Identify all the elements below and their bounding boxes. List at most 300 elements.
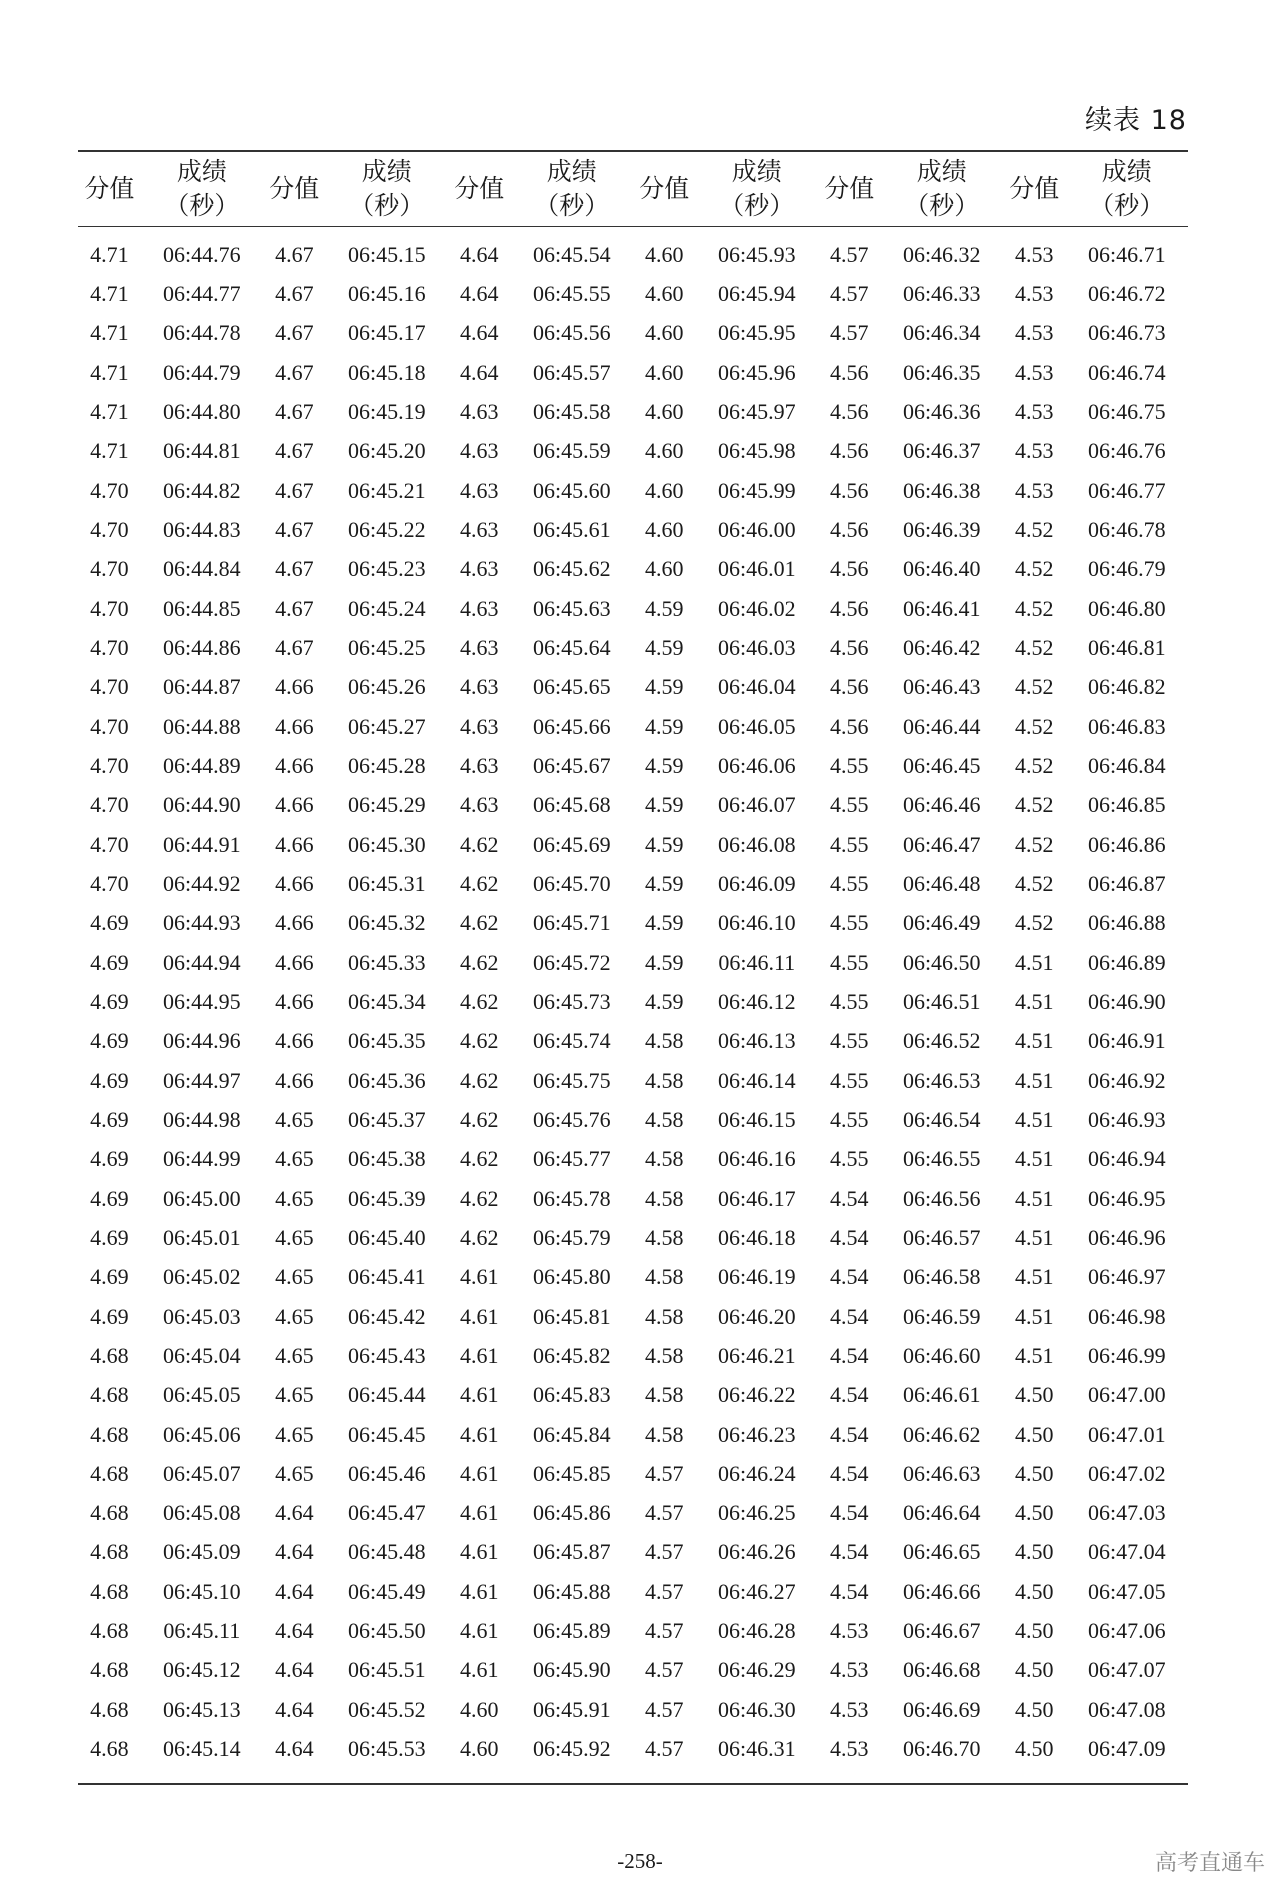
score-cell: 4.57	[645, 1657, 684, 1683]
score-cell: 4.54	[830, 1500, 869, 1526]
result-cell: 06:45.96	[717, 359, 796, 385]
score-cell: 4.71	[90, 280, 129, 306]
page-number: -258-	[617, 1849, 663, 1873]
score-cell: 4.50	[1015, 1657, 1054, 1683]
score-cell: 4.64	[460, 320, 499, 346]
score-cell: 4.58	[645, 1146, 684, 1172]
result-cell: 06:45.19	[347, 398, 426, 424]
result-cell: 06:46.86	[1087, 831, 1166, 857]
result-cell: 06:45.06	[163, 1421, 241, 1447]
result-cell: 06:46.17	[717, 1185, 796, 1211]
result-cell: 06:45.71	[532, 910, 611, 936]
result-cell: 06:45.49	[347, 1578, 426, 1604]
result-cell: 06:46.51	[902, 988, 981, 1014]
result-cell: 06:44.88	[163, 713, 241, 739]
result-cell: 06:45.21	[347, 477, 426, 503]
score-cell: 4.50	[1015, 1578, 1054, 1604]
score-cell: 4.58	[645, 1342, 684, 1368]
result-cell: 06:46.55	[902, 1146, 981, 1172]
score-cell: 4.70	[90, 752, 129, 778]
table-row	[78, 1533, 1188, 1572]
table-row	[78, 1258, 1188, 1297]
result-cell: 06:46.90	[1087, 988, 1166, 1014]
result-cell: 06:46.61	[902, 1382, 981, 1408]
result-cell: 06:45.68	[532, 792, 611, 818]
result-cell: 06:45.07	[163, 1460, 241, 1486]
score-cell: 4.71	[90, 320, 129, 346]
score-cell: 4.66	[275, 831, 314, 857]
score-cell: 4.64	[275, 1618, 314, 1644]
result-cell: 06:46.75	[1087, 398, 1166, 424]
result-cell: 06:46.19	[717, 1264, 796, 1290]
score-cell: 4.68	[90, 1421, 129, 1447]
score-cell: 4.51	[1015, 1342, 1054, 1368]
result-cell: 06:46.66	[902, 1578, 981, 1604]
score-cell: 4.60	[460, 1696, 499, 1722]
score-cell: 4.52	[1015, 713, 1054, 739]
result-cell: 06:45.30	[347, 831, 426, 857]
result-cell: 06:46.68	[902, 1657, 981, 1683]
score-cell: 4.59	[645, 988, 684, 1014]
score-cell: 4.66	[275, 674, 314, 700]
result-cell: 06:44.76	[163, 241, 241, 267]
score-cell: 4.65	[275, 1264, 314, 1290]
result-cell: 06:45.84	[532, 1421, 611, 1447]
score-cell: 4.52	[1015, 870, 1054, 896]
result-cell: 06:46.10	[717, 910, 796, 936]
result-cell: 06:46.87	[1087, 870, 1166, 896]
result-cell: 06:44.84	[163, 556, 241, 582]
header-result-6	[1066, 152, 1188, 227]
score-cell: 4.55	[830, 949, 869, 975]
table-row	[78, 1061, 1188, 1100]
score-cell: 4.67	[275, 320, 314, 346]
score-cell: 4.56	[830, 398, 869, 424]
result-cell: 06:45.09	[163, 1539, 241, 1565]
score-cell: 4.64	[460, 359, 499, 385]
result-cell: 06:45.28	[347, 752, 426, 778]
table-row	[78, 1651, 1188, 1690]
result-cell: 06:46.59	[902, 1303, 981, 1329]
score-cell: 4.56	[830, 595, 869, 621]
score-cell: 4.55	[830, 1067, 869, 1093]
table-row	[78, 1729, 1188, 1782]
table-row	[78, 1140, 1188, 1179]
header-result-unit: （秒）	[534, 191, 610, 220]
header-result-label: 成绩	[546, 157, 597, 186]
result-cell: 06:45.92	[532, 1736, 611, 1762]
table-row	[78, 353, 1188, 392]
score-cell: 4.63	[460, 556, 499, 582]
score-cell: 4.69	[90, 910, 129, 936]
header-result-unit: （秒）	[904, 191, 980, 220]
result-cell: 06:45.16	[347, 280, 426, 306]
score-cell: 4.59	[645, 595, 684, 621]
score-cell: 4.67	[275, 280, 314, 306]
result-cell: 06:45.94	[717, 280, 796, 306]
result-cell: 06:46.08	[717, 831, 796, 857]
header-result-5	[881, 152, 1003, 227]
result-cell: 06:45.45	[347, 1421, 426, 1447]
score-cell: 4.58	[645, 1106, 684, 1132]
score-cell: 4.65	[275, 1224, 314, 1250]
result-cell: 06:46.89	[1087, 949, 1166, 975]
score-cell: 4.70	[90, 792, 129, 818]
result-cell: 06:46.21	[717, 1342, 796, 1368]
score-cell: 4.60	[460, 1736, 499, 1762]
score-cell: 4.51	[1015, 1146, 1054, 1172]
score-cell: 4.53	[1015, 359, 1054, 385]
score-cell: 4.56	[830, 516, 869, 542]
table-row	[78, 904, 1188, 943]
result-cell: 06:44.89	[163, 752, 241, 778]
result-cell: 06:46.95	[1087, 1185, 1166, 1211]
score-cell: 4.59	[645, 831, 684, 857]
result-cell: 06:46.46	[902, 792, 981, 818]
score-cell: 4.63	[460, 516, 499, 542]
result-cell: 06:46.40	[902, 556, 981, 582]
score-cell: 4.65	[275, 1185, 314, 1211]
result-cell: 06:45.26	[347, 674, 426, 700]
result-cell: 06:45.54	[532, 241, 611, 267]
table-row	[78, 864, 1188, 903]
score-cell: 4.70	[90, 713, 129, 739]
score-cell: 4.55	[830, 870, 869, 896]
score-cell: 4.63	[460, 634, 499, 660]
result-cell: 06:46.23	[717, 1421, 796, 1447]
result-cell: 06:46.20	[717, 1303, 796, 1329]
result-cell: 06:45.25	[347, 634, 426, 660]
result-cell: 06:45.73	[532, 988, 611, 1014]
score-cell: 4.65	[275, 1146, 314, 1172]
score-cell: 4.66	[275, 910, 314, 936]
result-cell: 06:46.45	[902, 752, 981, 778]
result-cell: 06:45.05	[163, 1382, 241, 1408]
result-cell: 06:45.42	[347, 1303, 426, 1329]
score-table	[78, 152, 1188, 1783]
score-cell: 4.55	[830, 988, 869, 1014]
result-cell: 06:44.79	[163, 359, 241, 385]
result-cell: 06:46.74	[1087, 359, 1166, 385]
result-cell: 06:45.02	[163, 1264, 241, 1290]
score-cell: 4.66	[275, 988, 314, 1014]
result-cell: 06:47.05	[1087, 1578, 1166, 1604]
score-cell: 4.68	[90, 1618, 129, 1644]
score-cell: 4.57	[645, 1578, 684, 1604]
score-cell: 4.64	[275, 1696, 314, 1722]
score-cell: 4.57	[830, 280, 869, 306]
result-cell: 06:47.07	[1087, 1657, 1166, 1683]
score-cell: 4.64	[460, 280, 499, 306]
result-cell: 06:45.85	[532, 1460, 611, 1486]
result-cell: 06:46.70	[902, 1736, 981, 1762]
score-cell: 4.51	[1015, 1028, 1054, 1054]
result-cell: 06:46.29	[717, 1657, 796, 1683]
result-cell: 06:45.23	[347, 556, 426, 582]
table-row	[78, 1690, 1188, 1729]
score-cell: 4.71	[90, 359, 129, 385]
result-cell: 06:45.32	[347, 910, 426, 936]
result-cell: 06:46.53	[902, 1067, 981, 1093]
result-cell: 06:45.66	[532, 713, 611, 739]
score-cell: 4.67	[275, 477, 314, 503]
score-cell: 4.51	[1015, 1303, 1054, 1329]
result-cell: 06:45.13	[163, 1696, 241, 1722]
result-cell: 06:45.81	[532, 1303, 611, 1329]
result-cell: 06:45.97	[717, 398, 796, 424]
score-cell: 4.63	[460, 477, 499, 503]
result-cell: 06:46.81	[1087, 634, 1166, 660]
score-cell: 4.66	[275, 1067, 314, 1093]
result-cell: 06:44.78	[163, 320, 241, 346]
score-table-container	[78, 150, 1188, 1785]
result-cell: 06:46.32	[902, 241, 981, 267]
table-row	[78, 227, 1188, 275]
result-cell: 06:46.28	[717, 1618, 796, 1644]
table-row	[78, 707, 1188, 746]
result-cell: 06:45.67	[532, 752, 611, 778]
score-cell: 4.54	[830, 1460, 869, 1486]
result-cell: 06:44.98	[163, 1106, 241, 1132]
result-cell: 06:46.39	[902, 516, 981, 542]
result-cell: 06:45.44	[347, 1382, 426, 1408]
score-cell: 4.61	[460, 1578, 499, 1604]
score-cell: 4.51	[1015, 988, 1054, 1014]
result-cell: 06:45.65	[532, 674, 611, 700]
result-cell: 06:46.83	[1087, 713, 1166, 739]
score-cell: 4.61	[460, 1303, 499, 1329]
score-cell: 4.62	[460, 1146, 499, 1172]
score-cell: 4.61	[460, 1342, 499, 1368]
score-cell: 4.50	[1015, 1539, 1054, 1565]
result-cell: 06:46.06	[717, 752, 796, 778]
header-result-label: 成绩	[916, 157, 967, 186]
score-cell: 4.69	[90, 1264, 129, 1290]
result-cell: 06:45.62	[532, 556, 611, 582]
score-cell: 4.64	[275, 1500, 314, 1526]
result-cell: 06:45.95	[717, 320, 796, 346]
score-cell: 4.59	[645, 752, 684, 778]
score-cell: 4.63	[460, 595, 499, 621]
header-result-4	[696, 152, 818, 227]
score-cell: 4.61	[460, 1382, 499, 1408]
score-cell: 4.62	[460, 870, 499, 896]
result-cell: 06:45.90	[532, 1657, 611, 1683]
result-cell: 06:45.69	[532, 831, 611, 857]
score-cell: 4.53	[830, 1657, 869, 1683]
score-cell: 4.69	[90, 1067, 129, 1093]
score-cell: 4.55	[830, 910, 869, 936]
result-cell: 06:45.46	[347, 1460, 426, 1486]
score-cell: 4.68	[90, 1657, 129, 1683]
score-cell: 4.52	[1015, 792, 1054, 818]
score-cell: 4.70	[90, 516, 129, 542]
score-cell: 4.55	[830, 1028, 869, 1054]
table-row	[78, 1494, 1188, 1533]
result-cell: 06:46.50	[902, 949, 981, 975]
result-cell: 06:46.69	[902, 1696, 981, 1722]
result-cell: 06:45.10	[163, 1578, 241, 1604]
result-cell: 06:46.98	[1087, 1303, 1166, 1329]
header-result-unit: （秒）	[719, 191, 795, 220]
header-score-3: 分值	[448, 152, 511, 227]
score-cell: 4.54	[830, 1421, 869, 1447]
score-cell: 4.68	[90, 1578, 129, 1604]
score-cell: 4.61	[460, 1421, 499, 1447]
score-cell: 4.50	[1015, 1736, 1054, 1762]
score-cell: 4.52	[1015, 831, 1054, 857]
score-cell: 4.54	[830, 1264, 869, 1290]
score-cell: 4.71	[90, 241, 129, 267]
result-cell: 06:44.90	[163, 792, 241, 818]
score-cell: 4.56	[830, 477, 869, 503]
score-cell: 4.52	[1015, 634, 1054, 660]
score-cell: 4.53	[1015, 241, 1054, 267]
result-cell: 06:45.82	[532, 1342, 611, 1368]
result-cell: 06:45.50	[347, 1618, 426, 1644]
result-cell: 06:46.38	[902, 477, 981, 503]
score-cell: 4.62	[460, 1067, 499, 1093]
score-cell: 4.61	[460, 1539, 499, 1565]
score-cell: 4.59	[645, 634, 684, 660]
score-cell: 4.70	[90, 634, 129, 660]
result-cell: 06:45.37	[347, 1106, 426, 1132]
result-cell: 06:46.37	[902, 438, 981, 464]
result-cell: 06:46.42	[902, 634, 981, 660]
result-cell: 06:46.67	[902, 1618, 981, 1644]
result-cell: 06:46.43	[902, 674, 981, 700]
result-cell: 06:46.77	[1087, 477, 1166, 503]
score-cell: 4.60	[645, 241, 684, 267]
score-cell: 4.54	[830, 1539, 869, 1565]
score-cell: 4.59	[645, 870, 684, 896]
result-cell: 06:45.04	[163, 1342, 241, 1368]
result-cell: 06:46.15	[717, 1106, 796, 1132]
score-cell: 4.58	[645, 1067, 684, 1093]
result-cell: 06:46.02	[717, 595, 796, 621]
score-cell: 4.56	[830, 556, 869, 582]
result-cell: 06:46.09	[717, 870, 796, 896]
table-row	[78, 1611, 1188, 1650]
result-cell: 06:44.97	[163, 1067, 241, 1093]
score-cell: 4.67	[275, 595, 314, 621]
result-cell: 06:45.61	[532, 516, 611, 542]
score-cell: 4.71	[90, 398, 129, 424]
result-cell: 06:44.86	[163, 634, 241, 660]
result-cell: 06:44.91	[163, 831, 241, 857]
score-cell: 4.57	[830, 320, 869, 346]
score-cell: 4.53	[1015, 320, 1054, 346]
score-cell: 4.53	[830, 1618, 869, 1644]
result-cell: 06:45.17	[347, 320, 426, 346]
result-cell: 06:45.53	[347, 1736, 426, 1762]
header-result-3	[511, 152, 633, 227]
score-cell: 4.68	[90, 1736, 129, 1762]
result-cell: 06:47.04	[1087, 1539, 1166, 1565]
result-cell: 06:46.34	[902, 320, 981, 346]
score-cell: 4.55	[830, 831, 869, 857]
result-cell: 06:46.04	[717, 674, 796, 700]
score-cell: 4.62	[460, 910, 499, 936]
result-cell: 06:45.76	[532, 1106, 611, 1132]
score-cell: 4.66	[275, 870, 314, 896]
score-cell: 4.63	[460, 674, 499, 700]
table-row	[78, 1454, 1188, 1493]
table-row	[78, 589, 1188, 628]
result-cell: 06:44.87	[163, 674, 241, 700]
result-cell: 06:45.52	[347, 1696, 426, 1722]
score-cell: 4.61	[460, 1264, 499, 1290]
score-cell: 4.57	[645, 1696, 684, 1722]
result-cell: 06:46.25	[717, 1500, 796, 1526]
result-cell: 06:46.33	[902, 280, 981, 306]
result-cell: 06:46.41	[902, 595, 981, 621]
table-row	[78, 1218, 1188, 1257]
score-cell: 4.67	[275, 438, 314, 464]
result-cell: 06:45.15	[347, 241, 426, 267]
score-cell: 4.68	[90, 1539, 129, 1565]
score-cell: 4.69	[90, 1028, 129, 1054]
score-cell: 4.69	[90, 1146, 129, 1172]
result-cell: 06:45.33	[347, 949, 426, 975]
result-cell: 06:45.59	[532, 438, 611, 464]
table-row	[78, 471, 1188, 510]
table-row	[78, 1376, 1188, 1415]
result-cell: 06:47.09	[1087, 1736, 1166, 1762]
table-row	[78, 943, 1188, 982]
score-cell: 4.58	[645, 1264, 684, 1290]
header-result-2	[326, 152, 448, 227]
table-row	[78, 1179, 1188, 1218]
result-cell: 06:45.01	[163, 1224, 241, 1250]
table-row	[78, 314, 1188, 353]
score-cell: 4.68	[90, 1382, 129, 1408]
result-cell: 06:46.99	[1087, 1342, 1166, 1368]
result-cell: 06:45.83	[532, 1382, 611, 1408]
result-cell: 06:46.48	[902, 870, 981, 896]
result-cell: 06:46.91	[1087, 1028, 1166, 1054]
result-cell: 06:46.56	[902, 1185, 981, 1211]
result-cell: 06:45.24	[347, 595, 426, 621]
score-cell: 4.69	[90, 1224, 129, 1250]
table-body	[78, 227, 1188, 1783]
score-cell: 4.53	[1015, 438, 1054, 464]
score-cell: 4.70	[90, 870, 129, 896]
result-cell: 06:46.30	[717, 1696, 796, 1722]
score-cell: 4.51	[1015, 949, 1054, 975]
score-cell: 4.56	[830, 674, 869, 700]
result-cell: 06:46.54	[902, 1106, 981, 1132]
result-cell: 06:45.38	[347, 1146, 426, 1172]
score-cell: 4.57	[645, 1500, 684, 1526]
score-cell: 4.52	[1015, 910, 1054, 936]
result-cell: 06:45.86	[532, 1500, 611, 1526]
result-cell: 06:45.70	[532, 870, 611, 896]
result-cell: 06:45.39	[347, 1185, 426, 1211]
header-score-6: 分值	[1003, 152, 1066, 227]
header-result-label: 成绩	[361, 157, 412, 186]
score-cell: 4.58	[645, 1382, 684, 1408]
result-cell: 06:45.43	[347, 1342, 426, 1368]
result-cell: 06:44.92	[163, 870, 241, 896]
score-cell: 4.57	[830, 241, 869, 267]
result-cell: 06:45.48	[347, 1539, 426, 1565]
score-cell: 4.66	[275, 752, 314, 778]
score-cell: 4.61	[460, 1500, 499, 1526]
result-cell: 06:45.88	[532, 1578, 611, 1604]
result-cell: 06:45.27	[347, 713, 426, 739]
result-cell: 06:45.35	[347, 1028, 426, 1054]
